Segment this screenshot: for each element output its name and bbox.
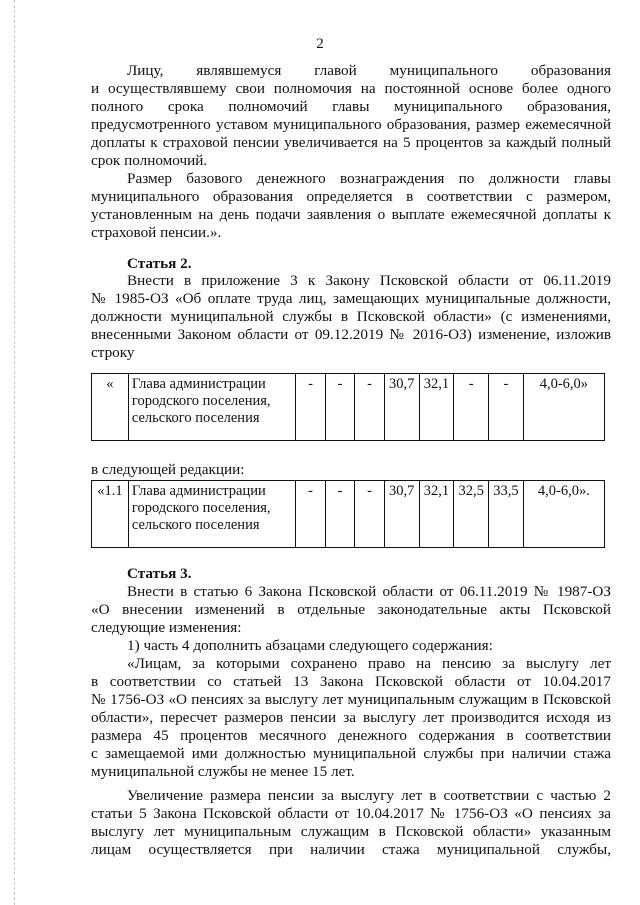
intro-paragraph — [91, 62, 611, 170]
text-line: Увеличение размера пенсии за выслугу лет в соответствии с частью 2 — [127, 787, 611, 804]
text-line: следующие изменения: — [91, 619, 242, 636]
article-3-heading: Статья 3. — [127, 565, 192, 582]
table-cell: 33,5 — [489, 481, 524, 548]
table-cell: - — [489, 374, 524, 441]
row-mark: « — [92, 374, 129, 441]
text-line: статьи 5 Закона Псковской области от 10.04.2017 № 1756-ОЗ «О пенсиях за — [91, 805, 611, 822]
text-line: Размер базового денежного вознаграждения по должности главы — [127, 170, 611, 187]
text-line: области», пересчет размеров пенсии за выслугу лет производится исходя из — [91, 709, 611, 726]
text-line: № 1756-ОЗ «О пенсиях за выслугу лет муниципальным служащим в Псковской — [91, 691, 611, 708]
text-line: «Лицам, за которыми сохранено право на пенсию за выслугу лет — [127, 655, 611, 672]
table-cell: - — [355, 481, 384, 548]
name-line: городского поселения, — [131, 500, 271, 516]
text-line: 1) часть 4 дополнить абзацами следующего содержания: — [127, 637, 493, 654]
text-line: предусмотренного уставом муниципального образования, размер ежемесячной — [91, 116, 611, 133]
text-line: Лицу, являвшемуся главой муниципального образования — [127, 62, 611, 79]
table-cell: - — [355, 374, 384, 441]
table-cell: 32,5 — [454, 481, 489, 548]
text-line: размера 45 процентов месячного денежного содержания в соответствии — [91, 727, 611, 744]
table-cell: 30,7 — [384, 481, 419, 548]
name-line: городского поселения, — [131, 393, 271, 409]
between-text — [91, 461, 611, 479]
text-line: полного срока полномочий главы муниципального образования, — [91, 98, 611, 115]
text-line: лицам осуществляется при наличии стажа муниципальной службы, — [91, 841, 611, 858]
text-line: в соответствии со статьей 13 Закона Псковской области от 10.04.2017 — [91, 673, 611, 690]
row-mark: «1.1 — [92, 481, 129, 548]
row-position-name — [128, 374, 295, 441]
row-position-name — [128, 481, 295, 548]
text-line: строку — [91, 344, 135, 361]
table-row — [92, 481, 605, 548]
name-line: сельского поселения — [131, 410, 260, 426]
text-line: с замещаемой ими должностью муниципальной службы при наличии стажа — [91, 745, 611, 762]
table-cell: 4,0-6,0» — [523, 374, 604, 441]
text-line: и осуществлявшему свои полномочия на постоянной основе более одного — [91, 80, 611, 97]
article-3-text — [91, 583, 611, 859]
table-cell: 32,1 — [419, 481, 454, 548]
table-cell: 32,1 — [419, 374, 454, 441]
text-line: муниципального образования определяется в соответствии с размером, — [91, 188, 611, 205]
old-row-table — [91, 373, 605, 441]
text-line: № 1985-ОЗ «Об оплате труда лиц, замещающих муниципальные должности, — [91, 290, 611, 307]
table-cell: - — [296, 481, 325, 548]
table-cell: - — [296, 374, 325, 441]
table-cell: - — [325, 481, 354, 548]
text-line: муниципальной службы не менее 15 лет. — [91, 763, 355, 780]
text-line: «О внесении изменений в отдельные законодательные акты Псковской — [91, 601, 611, 618]
text-line: Внести в статью 6 Закона Псковской области от 06.11.2019 № 1987-ОЗ — [127, 583, 611, 600]
text-line: в следующей редакции: — [91, 461, 245, 478]
name-line: сельского поселения — [131, 517, 260, 533]
text-line: срок полномочий. — [91, 152, 208, 169]
text-line: страховой пенсии.». — [91, 224, 222, 241]
intro-second-paragraph — [91, 170, 611, 242]
table-cell: 4,0-6,0». — [523, 481, 604, 548]
text-line: должности муниципальной службы в Псковской области» (с изменениями, — [91, 308, 611, 325]
text-line: установленным на день подачи заявления о выплате ежемесячной доплаты к — [91, 206, 611, 223]
text-line: внесенными Законом области от 09.12.2019 № 2016-ОЗ) изменение, изложив — [91, 326, 611, 343]
name-line: Глава администрации — [131, 483, 266, 499]
page-number: 2 — [316, 36, 324, 52]
new-row-table — [91, 480, 605, 548]
article-2-text — [91, 272, 611, 362]
text-line: Внести в приложение 3 к Закону Псковской области от 06.11.2019 — [127, 272, 611, 289]
table-cell: - — [325, 374, 354, 441]
scan-margin-line — [14, 0, 15, 905]
table-row — [92, 374, 605, 441]
table-cell: - — [454, 374, 489, 441]
text-line: выслугу лет муниципальным служащим в Псковской области» указанным — [91, 823, 611, 840]
name-line: Глава администрации — [131, 376, 266, 392]
table-cell: 30,7 — [384, 374, 419, 441]
article-2-heading: Статья 2. — [127, 255, 192, 272]
text-line: доплаты к страховой пенсии увеличивается на 5 процентов за каждый полный — [91, 134, 611, 151]
